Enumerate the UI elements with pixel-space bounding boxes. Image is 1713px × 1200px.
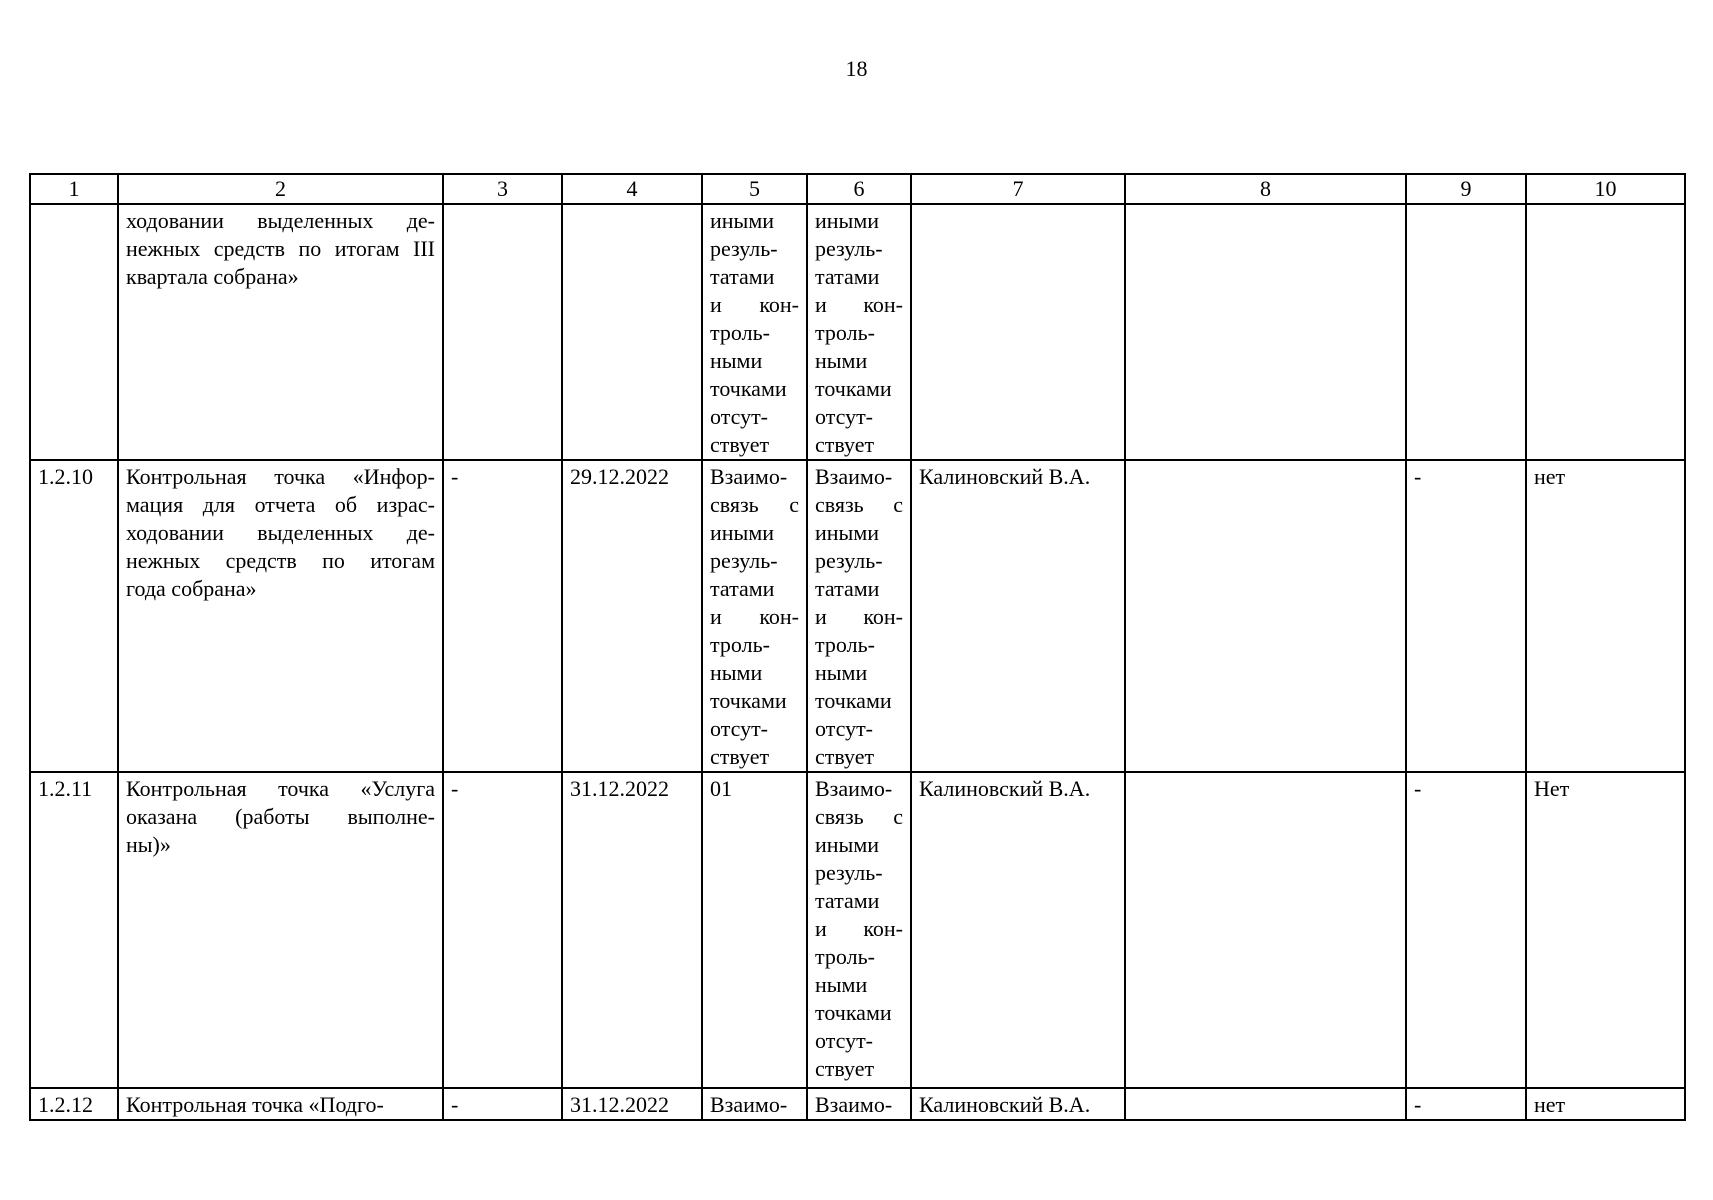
cell-text-line: ными	[815, 972, 868, 997]
table-body	[30, 204, 1685, 1120]
cell-text-line: и кон-	[815, 604, 903, 629]
cell-col5	[702, 772, 807, 1088]
cell-date	[562, 204, 702, 460]
cell-col3: -	[443, 460, 562, 772]
cell-col6	[807, 204, 911, 460]
cell-col10	[1526, 204, 1685, 460]
cell-name	[118, 1088, 443, 1120]
cell-col6	[807, 460, 911, 772]
cell-col3	[443, 204, 562, 460]
cell-text-line: Взаимо-	[815, 1092, 893, 1117]
cell-text-line: связь с	[815, 804, 903, 829]
cell-text-line: ными	[710, 348, 763, 373]
cell-text-line: отсут-	[710, 716, 769, 741]
cell-text-line: отсут-	[815, 1028, 874, 1053]
cell-col8	[1125, 204, 1406, 460]
cell-col6	[807, 1088, 911, 1120]
cell-text-line: Контрольная точка «Подго-	[126, 1092, 384, 1117]
cell-text-line: точками	[815, 1000, 892, 1025]
cell-col9: -	[1406, 772, 1526, 1088]
cell-text-line: нежных средств по итогам III	[126, 236, 435, 261]
cell-text-line: татами	[815, 888, 880, 913]
cell-text-line: троль-	[815, 632, 875, 657]
cell-col5	[702, 1088, 807, 1120]
cell-text-line: 01	[710, 776, 732, 801]
cell-col9: -	[1406, 1088, 1526, 1120]
cell-text-line: татами	[710, 576, 775, 601]
cell-text-line: иными	[710, 520, 775, 545]
cell-text-line: мация для отчета об израс-	[126, 492, 435, 517]
cell-text-line: Контрольная точка «Услуга	[126, 776, 435, 801]
cell-date: 31.12.2022	[562, 1088, 702, 1120]
cell-name	[118, 204, 443, 460]
cell-text-line: резуль-	[710, 236, 778, 261]
table-row	[30, 772, 1685, 1088]
cell-col8	[1125, 772, 1406, 1088]
cell-text-line: татами	[815, 264, 880, 289]
cell-col3: -	[443, 772, 562, 1088]
cell-text-line: Взаимо-	[710, 464, 788, 489]
cell-number: 1.2.12	[30, 1088, 118, 1120]
table-row	[30, 460, 1685, 772]
header-cell: 9	[1406, 174, 1526, 204]
cell-name	[118, 460, 443, 772]
cell-col5	[702, 204, 807, 460]
header-cell: 2	[118, 174, 443, 204]
cell-text-line: точками	[710, 688, 787, 713]
page-number: 18	[845, 56, 868, 81]
cell-responsible: Калиновский В.А.	[911, 460, 1125, 772]
cell-text-line: резуль-	[815, 548, 883, 573]
cell-text-line: точками	[710, 376, 787, 401]
cell-col6	[807, 772, 911, 1088]
header-cell: 6	[807, 174, 911, 204]
header-cell: 4	[562, 174, 702, 204]
cell-text-line: отсут-	[710, 404, 769, 429]
cell-text-line: Взаимо-	[710, 1092, 788, 1117]
cell-col10: нет	[1526, 1088, 1685, 1120]
cell-number: 1.2.10	[30, 460, 118, 772]
cell-text-line: татами	[815, 576, 880, 601]
header-row	[30, 174, 1685, 204]
cell-text-line: ными	[815, 660, 868, 685]
cell-text-line: иными	[710, 208, 775, 233]
cell-date: 31.12.2022	[562, 772, 702, 1088]
cell-col9	[1406, 204, 1526, 460]
cell-col10: нет	[1526, 460, 1685, 772]
cell-col10: Нет	[1526, 772, 1685, 1088]
cell-responsible	[911, 204, 1125, 460]
cell-responsible: Калиновский В.А.	[911, 1088, 1125, 1120]
header-cell: 3	[443, 174, 562, 204]
cell-text-line: оказана (работы выполне-	[126, 804, 435, 829]
cell-text-line: и кон-	[710, 292, 799, 317]
cell-name	[118, 772, 443, 1088]
cell-date: 29.12.2022	[562, 460, 702, 772]
cell-text-line: резуль-	[710, 548, 778, 573]
cell-text-line: точками	[815, 688, 892, 713]
cell-number: 1.2.11	[30, 772, 118, 1088]
plan-table	[29, 173, 1686, 1121]
cell-text-line: связь с	[815, 492, 903, 517]
cell-text-line: ствует	[815, 744, 875, 769]
cell-col8	[1125, 460, 1406, 772]
cell-text-line: Взаимо-	[815, 776, 893, 801]
cell-text-line: точками	[815, 376, 892, 401]
cell-text-line: ходовании выделенных де-	[126, 520, 435, 545]
cell-text-line: и кон-	[815, 292, 903, 317]
header-cell: 1	[30, 174, 118, 204]
cell-text-line: Контрольная точка «Инфор-	[126, 464, 435, 489]
cell-text-line: татами	[710, 264, 775, 289]
cell-col5	[702, 460, 807, 772]
cell-text-line: связь с	[710, 492, 799, 517]
cell-number	[30, 204, 118, 460]
cell-col8	[1125, 1088, 1406, 1120]
header-cell: 10	[1526, 174, 1685, 204]
cell-text-line: троль-	[815, 944, 875, 969]
cell-text-line: ходовании выделенных де-	[126, 208, 435, 233]
cell-text-line: ствует	[815, 1056, 875, 1081]
cell-text-line: резуль-	[815, 860, 883, 885]
cell-text-line: Взаимо-	[815, 464, 893, 489]
cell-text-line: квартала собрана»	[126, 264, 299, 289]
cell-text-line: нежных средств по итогам	[126, 548, 435, 573]
cell-text-line: троль-	[815, 320, 875, 345]
header-cell: 8	[1125, 174, 1406, 204]
cell-text-line: троль-	[710, 632, 770, 657]
header-cell: 7	[911, 174, 1125, 204]
cell-text-line: и кон-	[710, 604, 799, 629]
cell-text-line: ствует	[710, 432, 770, 457]
cell-text-line: иными	[815, 832, 880, 857]
cell-col9: -	[1406, 460, 1526, 772]
cell-text-line: ны)»	[126, 832, 171, 857]
cell-responsible: Калиновский В.А.	[911, 772, 1125, 1088]
cell-text-line: ствует	[710, 744, 770, 769]
table-row	[30, 204, 1685, 460]
cell-text-line: и кон-	[815, 916, 903, 941]
cell-text-line: резуль-	[815, 236, 883, 261]
table-row	[30, 1088, 1685, 1120]
cell-text-line: иными	[815, 520, 880, 545]
cell-text-line: отсут-	[815, 716, 874, 741]
cell-text-line: года собрана»	[126, 576, 257, 601]
cell-col3: -	[443, 1088, 562, 1120]
cell-text-line: троль-	[710, 320, 770, 345]
cell-text-line: ствует	[815, 432, 875, 457]
cell-text-line: ными	[815, 348, 868, 373]
cell-text-line: отсут-	[815, 404, 874, 429]
cell-text-line: ными	[710, 660, 763, 685]
cell-text-line: иными	[815, 208, 880, 233]
header-cell: 5	[702, 174, 807, 204]
